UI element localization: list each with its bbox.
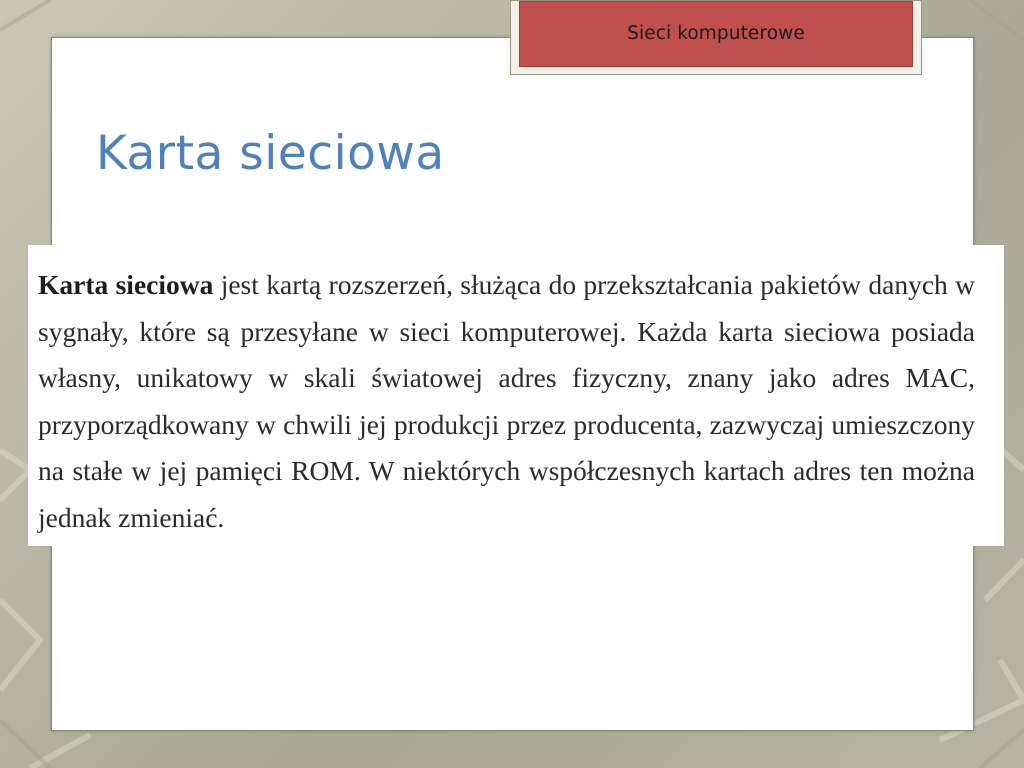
section-tab	[510, 0, 922, 75]
scanned-text-image	[28, 245, 1004, 546]
definition-term: Karta sieciowa	[38, 269, 214, 300]
definition-paragraph	[38, 262, 975, 541]
definition-body: jest kartą rozszerzeń, służąca do przekształcania pakietów danych w sygnały, które są przesyłane w sieci komputerowej. Każda karta sieciowa posiada własny, unikatowy w skali światowej adres fizyczny, znany jako adres MAC, przyporządkowany w chwili jej produkcji przez producenta, zazwyczaj umieszczony na stałe w jej pamięci ROM. W niektórych współczesnych kartach adres ten można jednak zmieniać.	[38, 269, 975, 533]
section-tab-fill	[519, 1, 913, 67]
slide-title: Karta sieciowa	[96, 126, 445, 181]
section-tab-label: Sieci komputerowe	[627, 23, 805, 44]
